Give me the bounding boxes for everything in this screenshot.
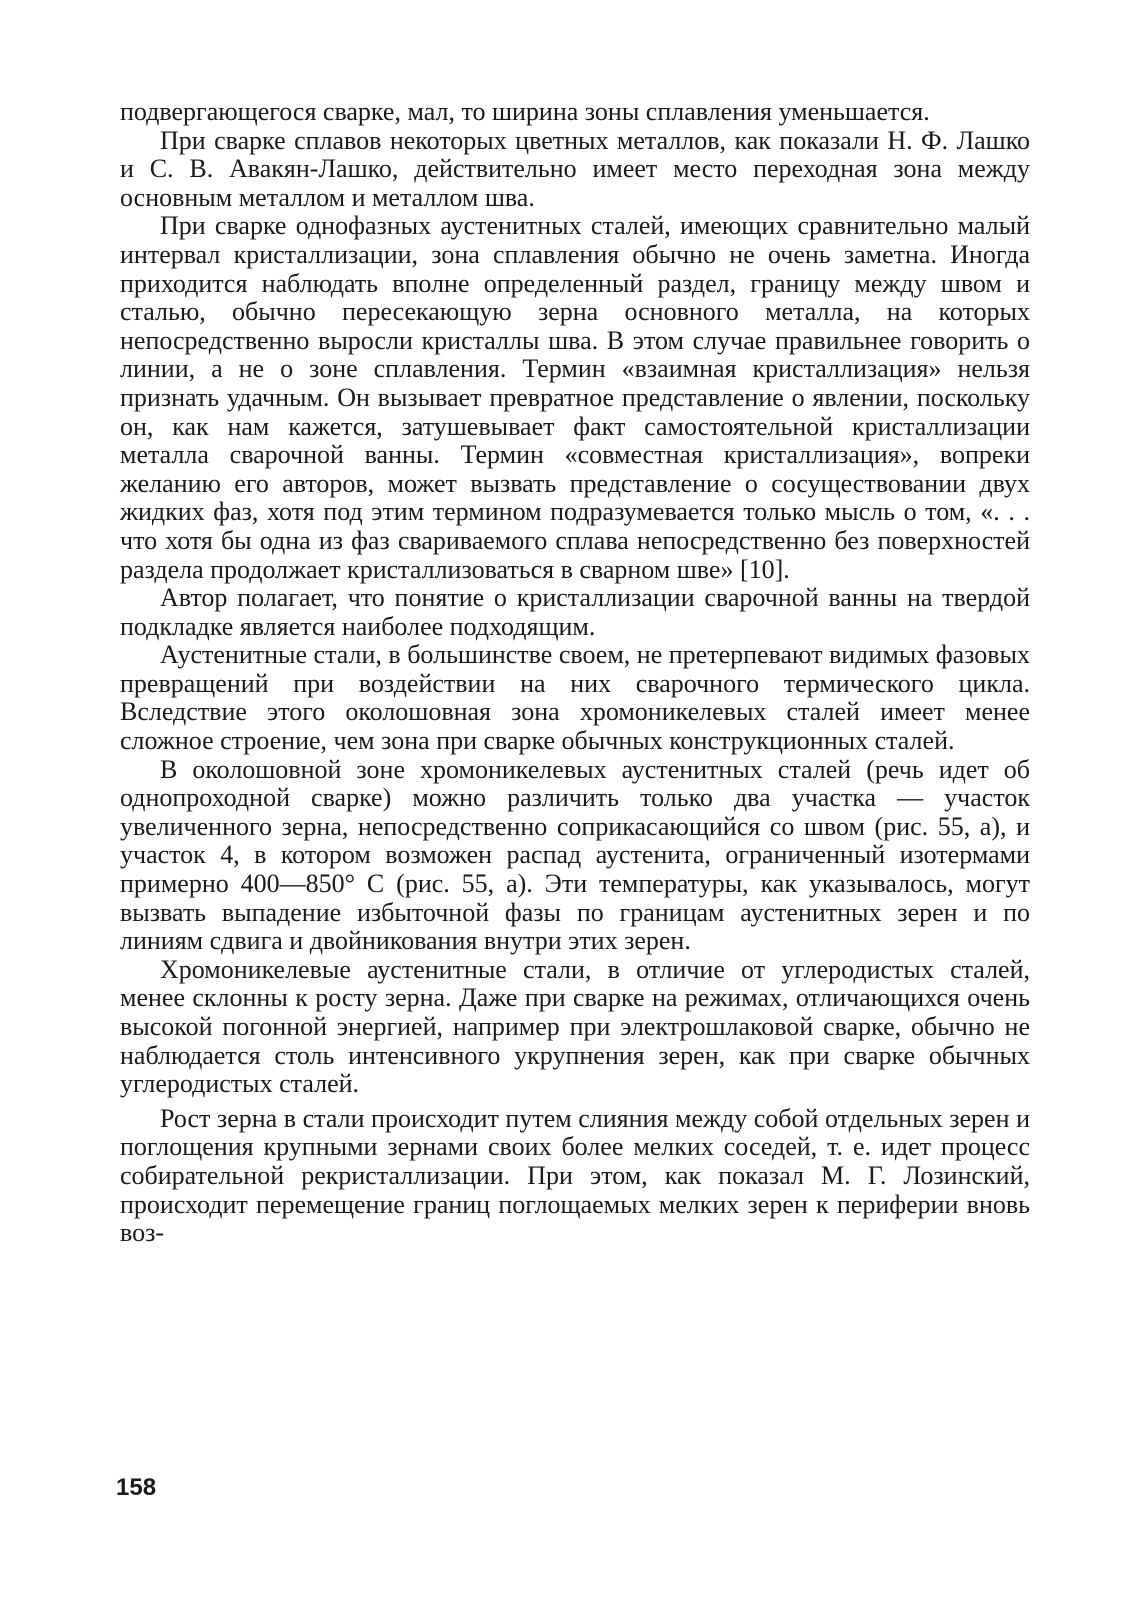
page-number: 158: [116, 1474, 157, 1501]
paragraph-austenitic-steels: Аустенитные стали, в большинстве своем, не претерпевают видимых фазовых превращений при воздействии на них сварочного термического цикла. Вследствие этого околошовная зона хромоникелевых сталей имеет менее сложное строение, чем зона при сварке обычных конструкционных сталей.: [120, 640, 1030, 756]
paragraph-recrystallization: Рост зерна в стали происходит путем слияния между собой отдельных зерен и поглощения крупными зернами своих более мелких соседей, т. е. идет процесс собирательной рекристаллизации. При этом, как показал М. Г. Лозинский, происходит перемещение границ поглощаемых мелких зерен к периферии вновь воз-: [120, 1103, 1030, 1248]
paragraph-grain-growth: Хромоникелевые аустенитные стали, в отличие от углеродистых сталей, менее склонны к росту зерна. Даже при сварке на режимах, отличающихся очень высокой погонной энергией, например при электрошлаковой сварке, обычно не наблюдается столь интенсивного укрупнения зерен, как при сварке обычных углеродистых сталей.: [120, 954, 1030, 1099]
paragraph-nonferrous-alloys: При сварке сплавов некоторых цветных металлов, как показали Н. Ф. Лашко и С. В. Авакян-Лашко, действительно имеет место переходная зона между основным металлом и металлом шва.: [120, 125, 1030, 212]
paragraph-single-phase-steels: При сварке однофазных аустенитных сталей, имеющих сравнительно малый интервал кристаллизации, зона сплавления обычно не очень заметна. Иногда приходится наблюдать вполне определенный раздел, границу между швом и сталью, обычно пересекающую зерна основного металла, на которых непосредственно выросли кристаллы шва. В этом случае правильнее говорить о линии, а не о зоне сплавления. Термин «взаимная кристаллизация» нельзя признать удачным. Он вызывает превратное представление о явлении, поскольку он, как нам кажется, затушевывает факт самостоятельной кристаллизации металла сварочной ванны. Термин «совместная кристаллизация», вопреки желанию его авторов, может вызвать представление о сосуществовании двух жидких фаз, хотя под этим термином подразумевается только мысль о том, «. . . что хотя бы одна из фаз свариваемого сплава непосредственно без поверхностей раздела продолжает кристаллизоваться в сварном шве» [10].: [120, 211, 1030, 584]
paragraph-heat-affected-zone: В околошовной зоне хромоникелевых аустенитных сталей (речь идет об однопроходной сварке) можно различить только два участка — участок увеличенного зерна, непосредственно соприкасающийся со швом (рис. 55, а), и участок 4, в котором возможен распад аустенита, ограниченный изотермами примерно 400—850° С (рис. 55, а). Эти температуры, как указывалось, могут вызвать выпадение избыточной фазы по границам аустенитных зерен и по линиям сдвига и двойникования внутри этих зерен.: [120, 754, 1030, 956]
paragraph-continuation: подвергающегося сварке, мал, то ширина зоны сплавления уменьшается.: [120, 97, 930, 126]
paragraph-author-opinion: Автор полагает, что понятие о кристаллизации сварочной ванны на твердой подкладке является наиболее подходящим.: [120, 583, 1030, 641]
text-column: [120, 98, 1030, 1248]
